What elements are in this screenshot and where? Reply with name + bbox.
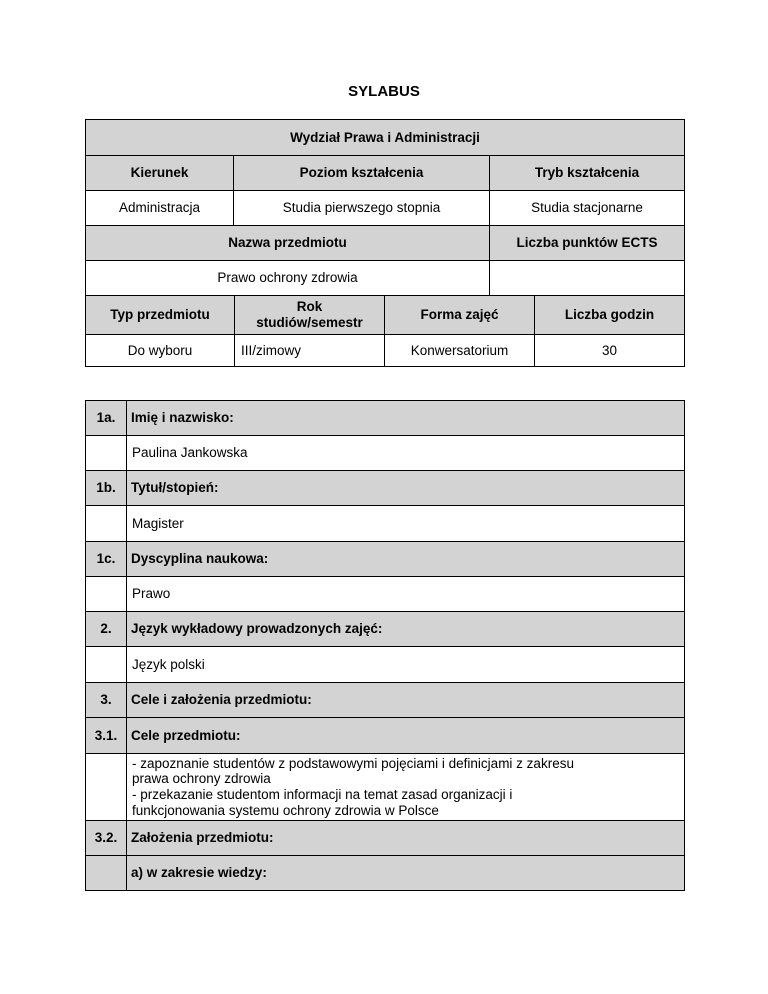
section-3-2a-label: a) w zakresie wiedzy: bbox=[126, 855, 685, 891]
section-1b-value: Magister bbox=[126, 505, 685, 542]
section-1a-number: 1a. bbox=[85, 400, 127, 436]
rok-header-line2: studiów/semestr bbox=[256, 315, 363, 330]
section-1c-spacer bbox=[85, 576, 127, 612]
section-1b-number: 1b. bbox=[85, 470, 127, 506]
nazwa-header: Nazwa przedmiotu bbox=[85, 225, 490, 261]
section-2-number: 2. bbox=[85, 611, 127, 647]
goal-line: funkcjonowania systemu ochrony zdrowia w Polsce bbox=[132, 802, 439, 818]
document-title: SYLABUS bbox=[348, 83, 420, 100]
kierunek-header: Kierunek bbox=[85, 155, 234, 191]
tryb-header: Tryb kształcenia bbox=[489, 155, 685, 191]
section-2-spacer bbox=[85, 646, 127, 683]
section-3-label: Cele i założenia przedmiotu: bbox=[126, 682, 685, 718]
section-1c-value: Prawo bbox=[126, 576, 685, 612]
section-3-2a-spacer bbox=[85, 855, 127, 891]
section-3-2-label: Założenia przedmiotu: bbox=[126, 820, 685, 856]
typ-header: Typ przedmiotu bbox=[85, 295, 235, 335]
typ-value: Do wyboru bbox=[85, 334, 235, 367]
poziom-value: Studia pierwszego stopnia bbox=[233, 190, 490, 226]
section-1c-label: Dyscyplina naukowa: bbox=[126, 541, 685, 577]
section-1b-label: Tytuł/stopień: bbox=[126, 470, 685, 506]
godziny-value: 30 bbox=[534, 334, 685, 367]
kierunek-value: Administracja bbox=[85, 190, 234, 226]
goal-line: - zapoznanie studentów z podstawowymi pojęciami i definicjami z zakresu bbox=[132, 755, 574, 771]
faculty-cell: Wydział Prawa i Administracji bbox=[85, 119, 685, 156]
section-3-1-number: 3.1. bbox=[85, 717, 127, 754]
section-1a-spacer bbox=[85, 435, 127, 471]
section-3-2-number: 3.2. bbox=[85, 820, 127, 856]
rok-header bbox=[234, 295, 385, 335]
goal-line: prawa ochrony zdrowia bbox=[132, 771, 271, 787]
forma-value: Konwersatorium bbox=[384, 334, 535, 367]
rok-value: III/zimowy bbox=[234, 334, 385, 367]
nazwa-value: Prawo ochrony zdrowia bbox=[85, 260, 490, 296]
forma-header: Forma zajęć bbox=[384, 295, 535, 335]
section-2-label: Język wykładowy prowadzonych zajęć: bbox=[126, 611, 685, 647]
section-1b-spacer bbox=[85, 505, 127, 542]
godziny-header: Liczba godzin bbox=[534, 295, 685, 335]
section-3-1-spacer bbox=[85, 753, 127, 821]
ects-header: Liczba punktów ECTS bbox=[489, 225, 685, 261]
section-3-1-label: Cele przedmiotu: bbox=[126, 717, 685, 754]
goal-line: - przekazanie studentom informacji na temat zasad organizacji i bbox=[132, 787, 513, 802]
section-3-1-value bbox=[126, 753, 685, 821]
ects-value bbox=[489, 260, 685, 296]
poziom-header: Poziom kształcenia bbox=[233, 155, 490, 191]
section-1a-label: Imię i nazwisko: bbox=[126, 400, 685, 436]
rok-header-line1: Rok bbox=[296, 299, 323, 315]
section-1c-number: 1c. bbox=[85, 541, 127, 577]
section-2-value: Język polski bbox=[126, 646, 685, 683]
section-1a-value: Paulina Jankowska bbox=[126, 435, 685, 471]
tryb-value: Studia stacjonarne bbox=[489, 190, 685, 226]
section-3-number: 3. bbox=[85, 682, 127, 718]
